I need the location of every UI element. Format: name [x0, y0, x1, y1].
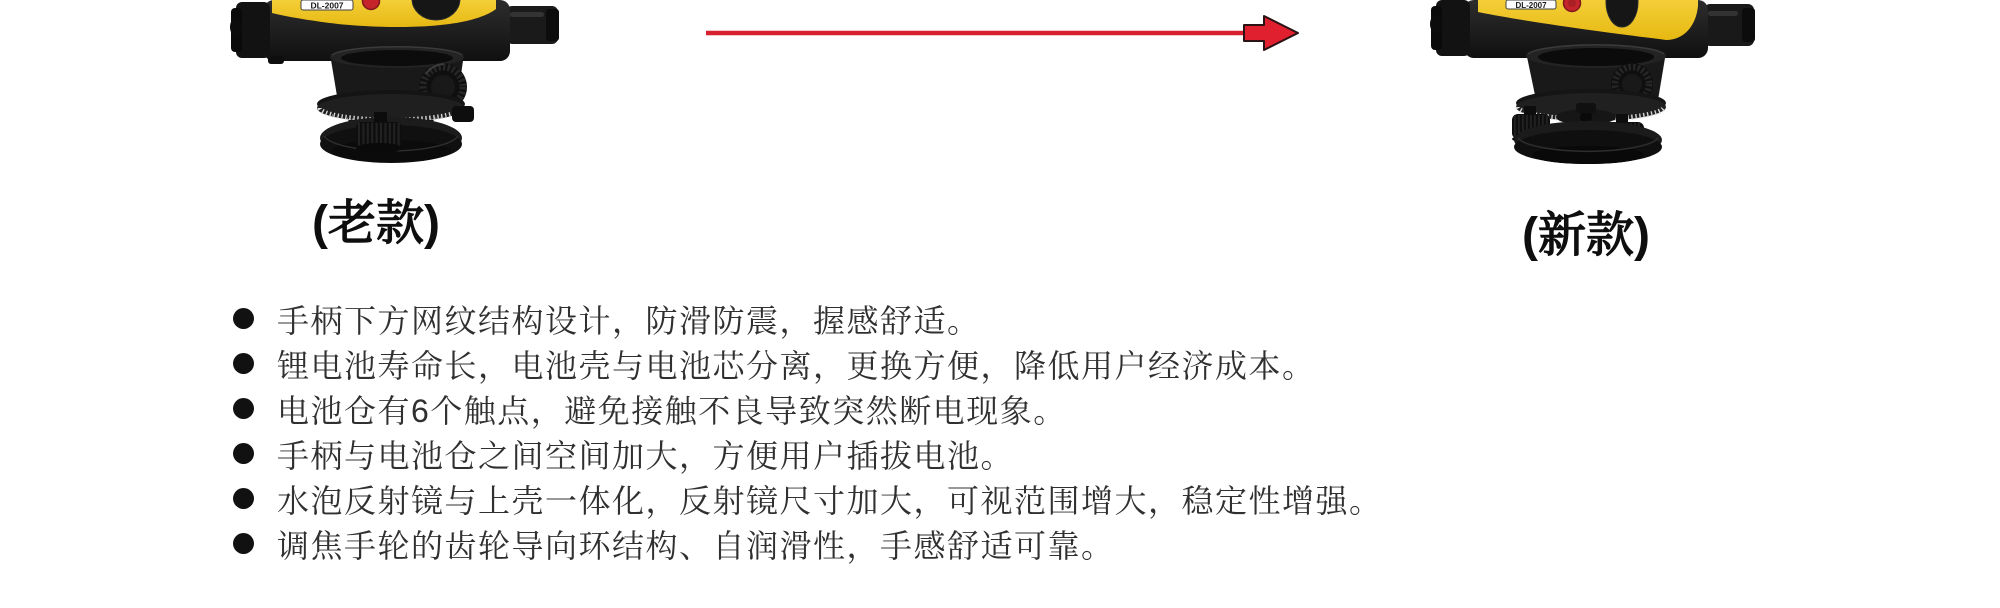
new-model-photo	[1428, 0, 1758, 170]
feature-item	[233, 521, 1383, 566]
bullet-dot-icon	[233, 353, 254, 374]
feature-text: 锂电池寿命长，电池壳与电池芯分离，更换方便，降低用户经济成本。	[277, 347, 1316, 384]
old-model-photo	[228, 0, 573, 170]
bullet-dot-icon	[233, 398, 254, 419]
feature-item	[233, 341, 1383, 386]
feature-text: 水泡反射镜与上壳一体化，反射镜尺寸加大，可视范围增大，稳定性增强。	[277, 482, 1383, 519]
new-model-caption: (新款)	[1522, 209, 1650, 262]
bullet-dot-icon	[233, 533, 254, 554]
feature-item	[233, 296, 1383, 341]
model-plate-new-text: DL-2007	[1515, 0, 1547, 10]
bullet-dot-icon	[233, 308, 254, 329]
bullet-dot-icon	[233, 443, 254, 464]
model-plate-old-text: DL-2007	[310, 0, 344, 11]
auto-level-old-illustration	[228, 0, 573, 170]
old-model-caption: (老款)	[312, 197, 440, 250]
feature-text: 电池仓有6个触点，避免接触不良导致突然断电现象。	[277, 392, 1067, 429]
feature-list	[233, 296, 1383, 566]
auto-level-new-illustration	[1428, 0, 1758, 170]
feature-text: 调焦手轮的齿轮导向环结构、自润滑性，手感舒适可靠。	[277, 527, 1115, 564]
feature-item	[233, 476, 1383, 521]
feature-text: 手柄与电池仓之间空间加大，方便用户插拔电池。	[277, 437, 1015, 474]
feature-item	[233, 386, 1383, 431]
arrow-head-icon	[1244, 16, 1298, 50]
bullet-dot-icon	[233, 488, 254, 509]
feature-item	[233, 431, 1383, 476]
red-button-old	[363, 0, 380, 10]
transition-arrow	[698, 12, 1308, 58]
feature-text: 手柄下方网纹结构设计，防滑防震，握感舒适。	[277, 302, 981, 339]
